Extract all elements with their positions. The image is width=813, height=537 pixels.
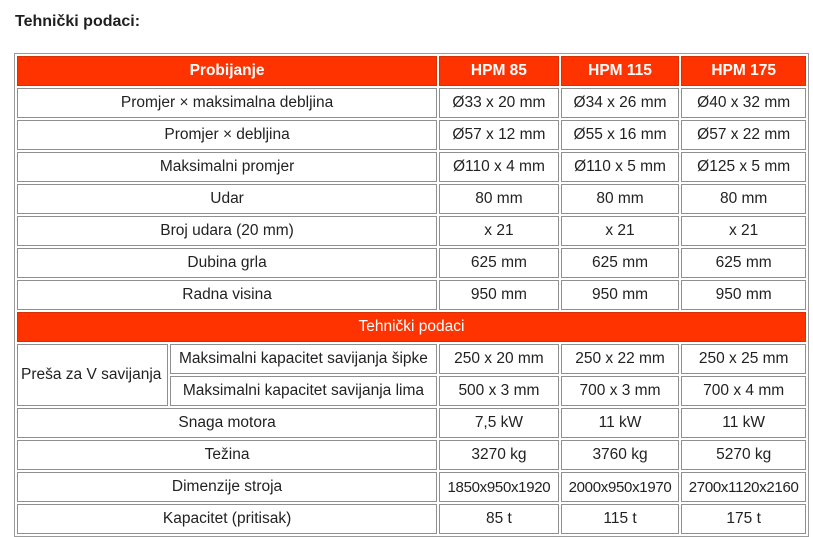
row-label: Dubina grla — [17, 248, 437, 278]
row-label: Udar — [17, 184, 437, 214]
row-value-hpm-85: 3270 kg — [439, 440, 559, 470]
table-row — [17, 472, 806, 502]
section-title: Tehnički podaci — [17, 312, 806, 342]
row-value-hpm-85: Ø33 x 20 mm — [439, 88, 559, 118]
row-value-hpm-115: Ø34 x 26 mm — [561, 88, 680, 118]
row-value-hpm-175: Ø40 x 32 mm — [681, 88, 806, 118]
row-value-hpm-115: 11 kW — [561, 408, 680, 438]
row-label: Dimenzije stroja — [17, 472, 437, 502]
row-label: Broj udara (20 mm) — [17, 216, 437, 246]
table-row — [17, 88, 806, 118]
row-value-hpm-85: 950 mm — [439, 280, 559, 310]
row-value-hpm-115: 3760 kg — [561, 440, 680, 470]
row-label: Maksimalni kapacitet savijanja lima — [170, 376, 437, 406]
row-value-hpm-85: 1850x950x1920 — [439, 472, 559, 502]
row-value-hpm-115: Ø110 x 5 mm — [561, 152, 680, 182]
row-value-hpm-115: 950 mm — [561, 280, 680, 310]
row-value-hpm-175: 5270 kg — [681, 440, 806, 470]
row-value-hpm-115: 250 x 22 mm — [561, 344, 680, 374]
row-value-hpm-85: 7,5 kW — [439, 408, 559, 438]
table-row — [17, 216, 806, 246]
row-value-hpm-175: 700 x 4 mm — [681, 376, 806, 406]
row-value-hpm-85: x 21 — [439, 216, 559, 246]
header-probijanje: Probijanje — [17, 56, 437, 86]
row-value-hpm-115: 625 mm — [561, 248, 680, 278]
row-value-hpm-85: Ø110 x 4 mm — [439, 152, 559, 182]
row-value-hpm-85: 625 mm — [439, 248, 559, 278]
row-value-hpm-115: 115 t — [561, 504, 680, 534]
row-value-hpm-115: 700 x 3 mm — [561, 376, 680, 406]
row-value-hpm-175: x 21 — [681, 216, 806, 246]
specifications-table — [14, 53, 809, 537]
row-label: Maksimalni promjer — [17, 152, 437, 182]
table-row — [17, 152, 806, 182]
row-value-hpm-175: 250 x 25 mm — [681, 344, 806, 374]
row-value-hpm-175: 175 t — [681, 504, 806, 534]
header-model-hpm-115: HPM 115 — [561, 56, 680, 86]
row-label: Radna visina — [17, 280, 437, 310]
row-value-hpm-115: Ø55 x 16 mm — [561, 120, 680, 150]
table-header-row — [17, 56, 806, 86]
group-label-press: Preša za V savijanja — [17, 344, 168, 406]
header-model-hpm-175: HPM 175 — [681, 56, 806, 86]
row-value-hpm-85: 250 x 20 mm — [439, 344, 559, 374]
row-value-hpm-85: 500 x 3 mm — [439, 376, 559, 406]
table-row — [17, 440, 806, 470]
row-value-hpm-85: 85 t — [439, 504, 559, 534]
row-value-hpm-85: Ø57 x 12 mm — [439, 120, 559, 150]
row-value-hpm-175: 80 mm — [681, 184, 806, 214]
row-label: Promjer × maksimalna debljina — [17, 88, 437, 118]
row-value-hpm-175: 950 mm — [681, 280, 806, 310]
row-value-hpm-115: 80 mm — [561, 184, 680, 214]
row-label: Težina — [17, 440, 437, 470]
row-value-hpm-175: 2700x1120x2160 — [681, 472, 806, 502]
row-label: Maksimalni kapacitet savijanja šipke — [170, 344, 437, 374]
row-value-hpm-175: 625 mm — [681, 248, 806, 278]
table-row — [17, 504, 806, 534]
row-value-hpm-85: 80 mm — [439, 184, 559, 214]
table-row — [17, 280, 806, 310]
table-row — [17, 184, 806, 214]
row-value-hpm-175: Ø125 x 5 mm — [681, 152, 806, 182]
row-value-hpm-175: Ø57 x 22 mm — [681, 120, 806, 150]
row-label: Promjer × debljina — [17, 120, 437, 150]
row-value-hpm-115: x 21 — [561, 216, 680, 246]
row-label: Snaga motora — [17, 408, 437, 438]
table-row — [17, 408, 806, 438]
table-row — [17, 120, 806, 150]
table-row — [17, 248, 806, 278]
table-row — [17, 344, 806, 374]
header-model-hpm-85: HPM 85 — [439, 56, 559, 86]
page-heading: Tehnički podaci: — [15, 13, 141, 30]
row-value-hpm-115: 2000x950x1970 — [561, 472, 680, 502]
row-value-hpm-175: 11 kW — [681, 408, 806, 438]
row-label: Kapacitet (pritisak) — [17, 504, 437, 534]
section-header-row — [17, 312, 806, 342]
